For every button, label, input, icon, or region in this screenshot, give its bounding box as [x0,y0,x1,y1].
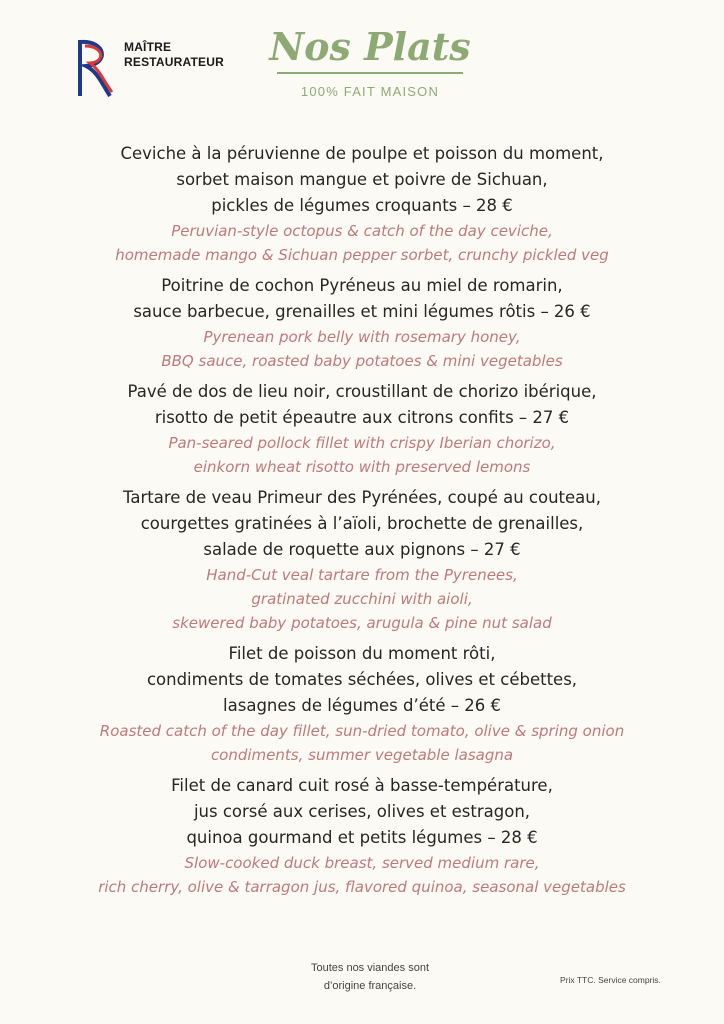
dish-fr-line: sauce barbecue, grenailles et mini légumes rôtis – 26 € [133,302,591,321]
tax-note: Prix TTC. Service compris. [560,975,661,985]
maitre-restaurateur-logo [76,38,256,98]
dish-en-line: BBQ sauce, roasted baby potatoes & mini vegetables [161,352,563,370]
dish-fr-line: Filet de poisson du moment rôti, [228,644,496,663]
dish-ceviche [0,141,724,267]
dish-en-line: homemade mango & Sichuan pepper sorbet, crunchy pickled veg [115,246,609,264]
dish-fr-line: Poitrine de cochon Pyréneus au miel de romarin, [161,276,563,295]
meat-origin-note [270,959,470,995]
dish-en-line: Pan-seared pollock fillet with crispy Iberian chorizo, [168,434,556,452]
logo-line-2: RESTAURATEUR [124,55,224,69]
dish-fr-line: risotto de petit épeautre aux citrons confits – 27 € [154,408,570,427]
dish-duck-breast [0,773,724,899]
dish-en-line: Slow-cooked duck breast, served medium rare, [184,854,540,872]
dish-en-line: rich cherry, olive & tarragon jus, flavored quinoa, seasonal vegetables [98,878,626,896]
meat-origin-line-2: d’origine française. [323,980,417,992]
dish-list [0,141,724,905]
dish-fr-line: salade de roquette aux pignons – 27 € [203,540,521,559]
dish-fr-line: lasagnes de légumes d’été – 26 € [223,696,501,715]
dish-en-line: Peruvian-style octopus & catch of the day ceviche, [171,222,553,240]
logo-line-1: MAÎTRE [124,40,172,54]
logo-text [124,40,224,70]
dish-fish-fillet [0,641,724,767]
meat-origin-line-1: Toutes nos viandes sont [310,962,430,974]
dish-en-line: condiments, summer vegetable lasagna [210,746,514,764]
title-underline [277,72,463,74]
dish-pork-belly [0,273,724,373]
dish-en-line: einkorn wheat risotto with preserved lemons [193,458,531,476]
dish-en-line: Pyrenean pork belly with rosemary honey, [203,328,521,346]
dish-fr-line: Tartare de veau Primeur des Pyrénées, coupé au couteau, [123,488,601,507]
dish-fr-line: Pavé de dos de lieu noir, croustillant de chorizo ibérique, [127,382,597,401]
dish-veal-tartare [0,485,724,635]
dish-en-line: skewered baby potatoes, arugula & pine nut salad [172,614,552,632]
dish-en-line: Roasted catch of the day fillet, sun-dried tomato, olive & spring onion [99,722,625,740]
dish-fr-line: quinoa gourmand et petits légumes – 28 € [186,828,538,847]
page-subtitle: 100% FAIT MAISON [300,84,440,99]
dish-fr-line: condiments de tomates séchées, olives et cébettes, [146,670,578,689]
dish-fr-line: pickles de légumes croquants – 28 € [211,196,513,215]
dish-fr-line: Filet de canard cuit rosé à basse-température, [171,776,553,795]
dish-en-line: gratinated zucchini with aioli, [251,590,473,608]
menu-header [260,24,480,99]
dish-fr-line: courgettes gratinées à l’aïoli, brochette de grenailles, [140,514,584,533]
maitre-restaurateur-r-icon [76,38,116,100]
dish-fr-line: sorbet maison mangue et poivre de Sichuan, [176,170,548,189]
dish-pollock [0,379,724,479]
dish-fr-line: jus corsé aux cerises, olives et estragon, [193,802,531,821]
page-title: Nos Plats [269,24,471,69]
dish-en-line: Hand-Cut veal tartare from the Pyrenees, [206,566,518,584]
dish-fr-line: Ceviche à la péruvienne de poulpe et poisson du moment, [120,144,604,163]
